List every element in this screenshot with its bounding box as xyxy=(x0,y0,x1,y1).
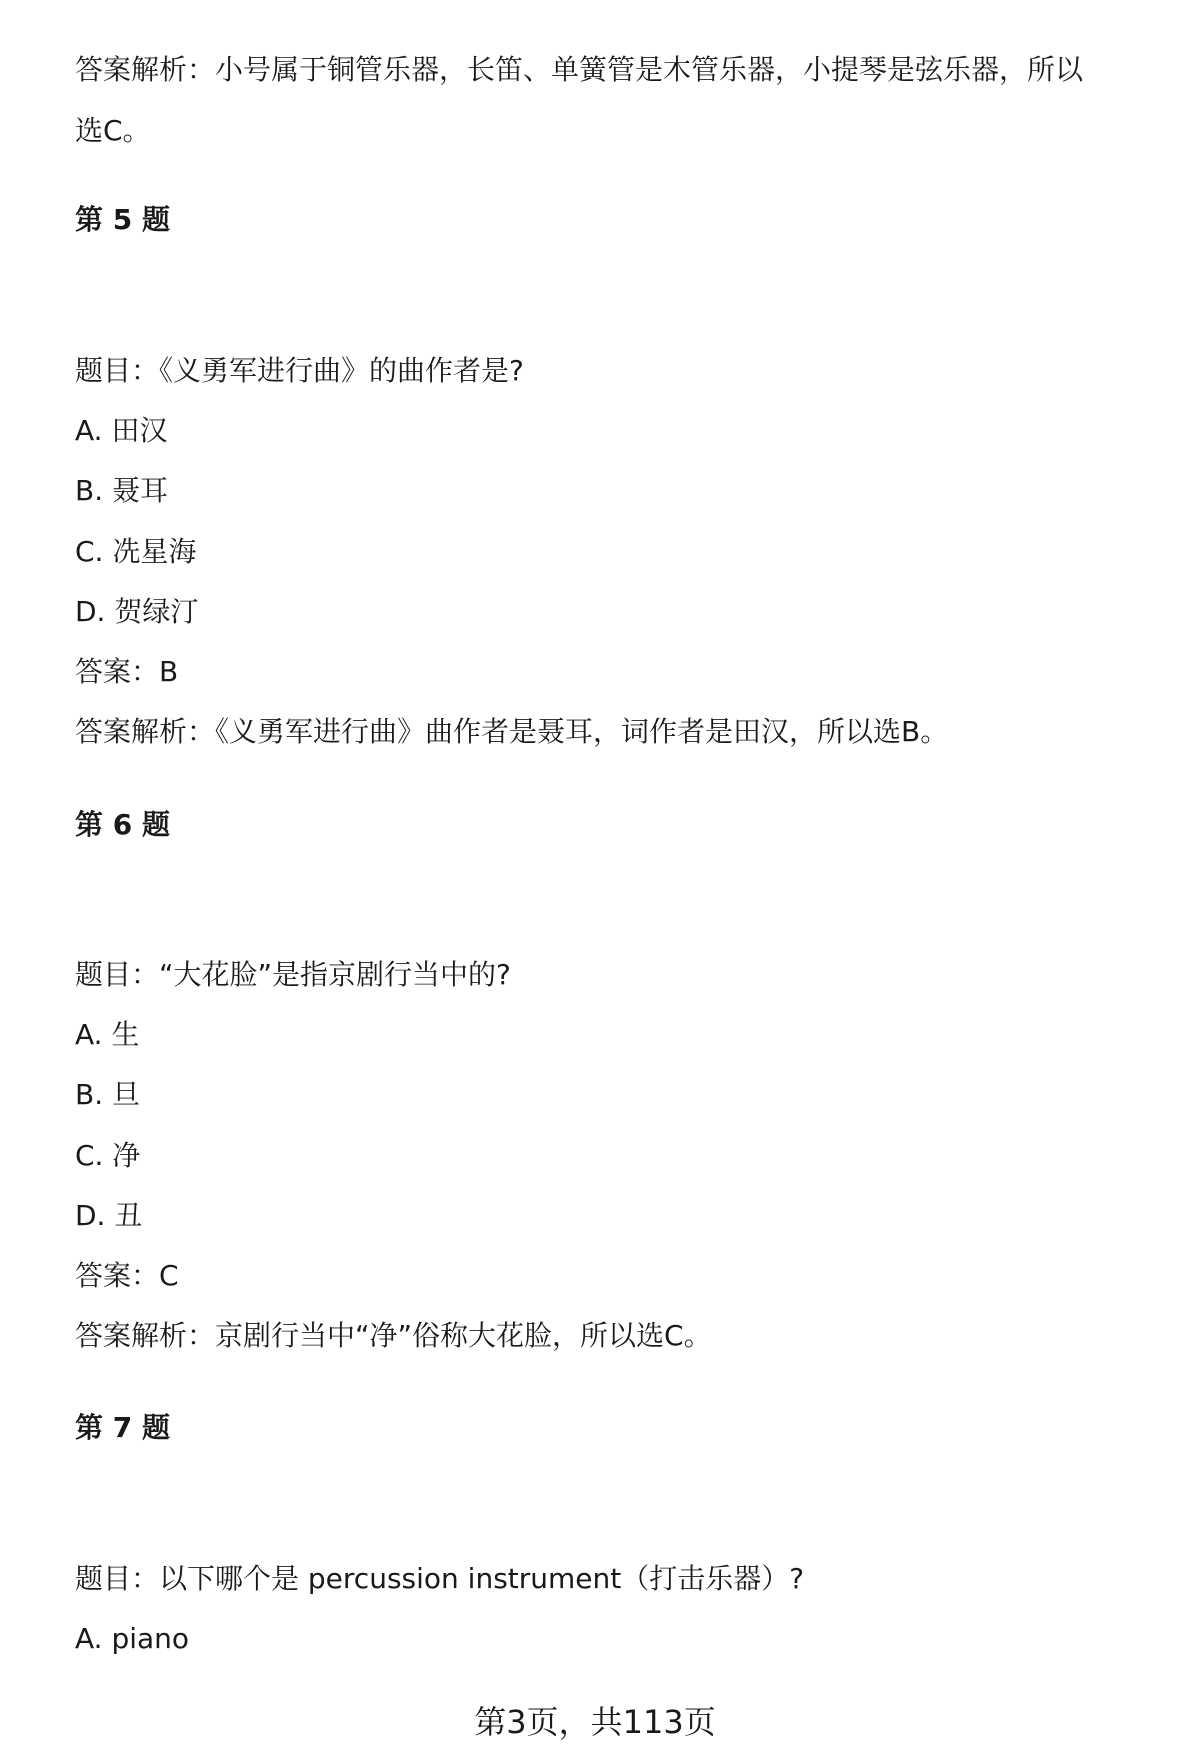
question-7-heading: 第 7 题 xyxy=(75,1411,170,1444)
question-5-text: 题目：《义勇军进行曲》的曲作者是? xyxy=(75,354,524,387)
prev-analysis-line1: 答案解析：小号属于铜管乐器，长笛、单簧管是木管乐器，小提琴是弦乐器，所以 xyxy=(75,53,1084,86)
prev-analysis-line2: 选C。 xyxy=(75,114,151,147)
question-6-option-c: C. 净 xyxy=(75,1139,141,1172)
question-5-option-c: C. 冼星海 xyxy=(75,535,197,568)
question-6-option-a: A. 生 xyxy=(75,1018,140,1051)
question-6-heading: 第 6 题 xyxy=(75,808,170,841)
question-7-option-a: A. piano xyxy=(75,1622,190,1655)
page-number-footer: 第3页，共113页 xyxy=(474,1703,716,1741)
question-5-option-d: D. 贺绿汀 xyxy=(75,595,199,628)
question-5-heading: 第 5 题 xyxy=(75,203,170,236)
question-6-option-b: B. 旦 xyxy=(75,1078,141,1111)
question-5-option-b: B. 聂耳 xyxy=(75,474,169,507)
question-6-option-d: D. 丑 xyxy=(75,1199,143,1232)
question-6-analysis: 答案解析：京剧行当中“净”俗称大花脸，所以选C。 xyxy=(75,1319,712,1352)
question-5-answer: 答案：B xyxy=(75,655,179,688)
question-6-answer: 答案：C xyxy=(75,1259,179,1292)
question-6-text: 题目：“大花脸”是指京剧行当中的? xyxy=(75,958,511,991)
question-5-analysis: 答案解析：《义勇军进行曲》曲作者是聂耳，词作者是田汉，所以选B。 xyxy=(75,715,949,748)
question-7-text: 题目：以下哪个是 percussion instrument（打击乐器）? xyxy=(75,1562,805,1595)
question-5-option-a: A. 田汉 xyxy=(75,414,168,447)
